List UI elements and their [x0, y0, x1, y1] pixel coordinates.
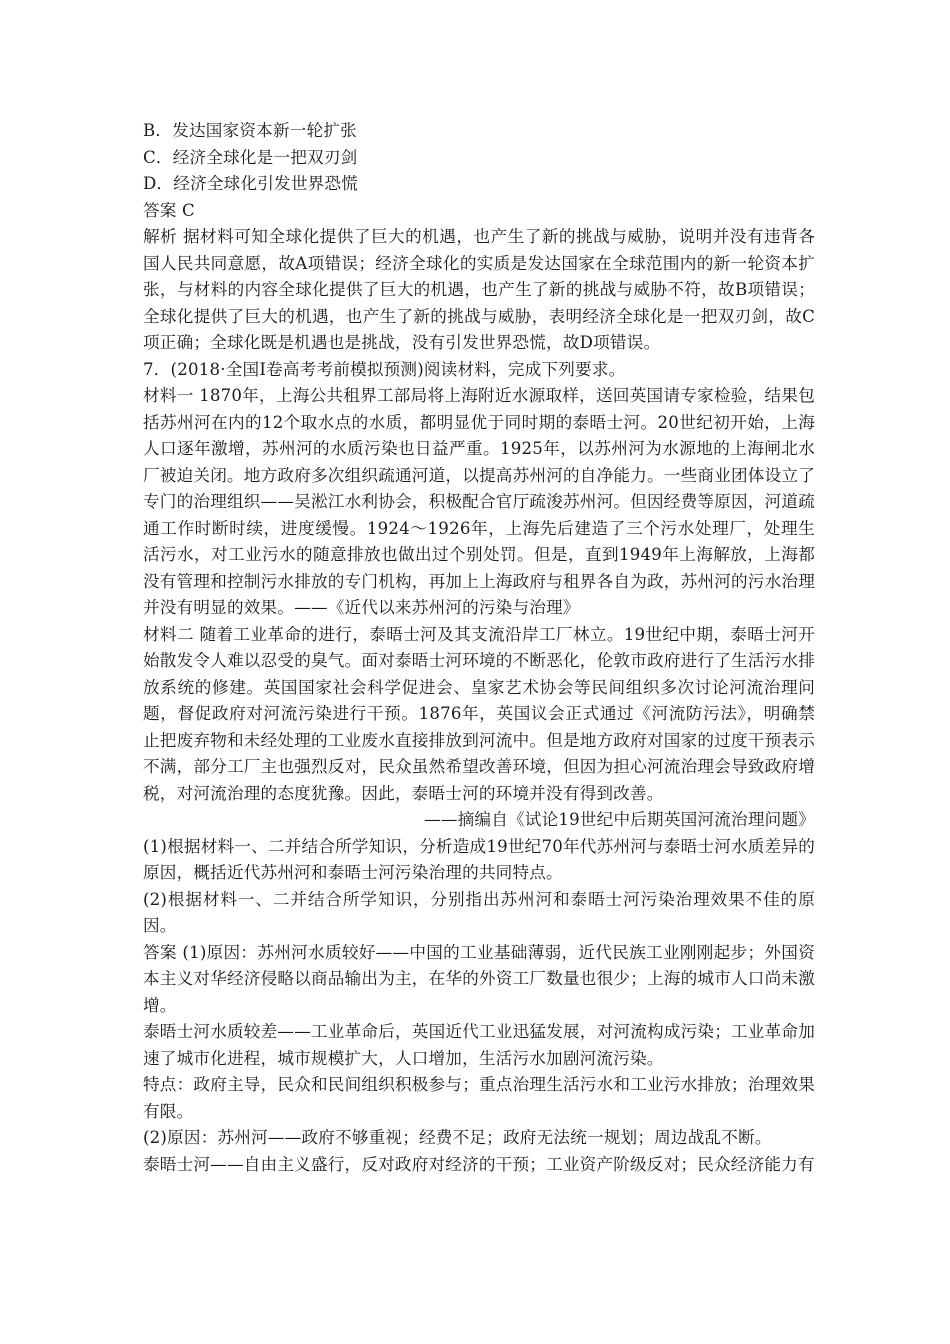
answer-1-features: 特点：政府主导，民众和民间组织积极参与；重点治理生活污水和工业污水排放；治理效果有限。: [143, 1075, 815, 1121]
answer-2-suzhou: (2)原因：苏州河——政府不够重视；经费不足；政府无法统一规划；周边战乱不断。: [143, 1128, 772, 1147]
option-d: D．经济全球化引发世界恐慌: [143, 174, 359, 193]
answer-1-suzhou: 答案 (1)原因：苏州河水质较好——中国的工业基础薄弱，近代民族工业刚刚起步；外国资本主义对华经济侵略以商品输出为主，在华的外资工厂数量也很少；上海的城市人口尚未激增。: [143, 942, 815, 1015]
q6-analysis: 解析 据材料可知全球化提供了巨大的机遇，也产生了新的挑战与威胁，说明并没有违背各国人民共同意愿，故A项错误；经济全球化的实质是发达国家在全球范围内的新一轮资本扩张，与材料的内容全球化提供了巨大的机遇，也产生了新的挑战与威胁不符，故B项错误；全球化提供了巨大的机遇，也产生了新的挑战与威胁，表明经济全球化是一把双刃剑，故C项正确；全球化既是机遇也是挑战，没有引发世界恐慌，故D项错误。: [143, 227, 815, 352]
material-1: 材料一 1870年，上海公共租界工部局将上海附近水源取样，送回英国请专家检验，结果包括苏州河在内的12个取水点的水质，都明显优于同时期的泰晤士河。20世纪初开始，上海人口逐年激增，苏州河的水质污染也日益严重。1925年，以苏州河为水源地的上海闸北水厂被迫关闭。地方政府多次组织疏通河道，以提高苏州河的自净能力。一些商业团体设立了专门的治理组织——吴淞江水利协会，积极配合官厅疏浚苏州河。但因经费等原因，河道疏通工作时断时续，进度缓慢。1924～1926年，上海先后建造了三个污水处理厂，处理生活污水，对工业污水的随意排放也做出过个别处罚。但是，直到1949年上海解放，上海都没有管理和控制污水排放的专门机构，再加上上海政府与租界各自为政，苏州河的污水治理并没有明显的效果。——《近代以来苏州河的污染与治理》: [143, 386, 815, 617]
question-1: (1)根据材料一、二并结合所学知识，分析造成19世纪70年代苏州河与泰晤士河水质差异的原因，概括近代苏州河和泰晤士河污染治理的共同特点。: [143, 836, 815, 882]
material-2-source: ——摘编自《试论19世纪中后期英国河流治理问题》: [424, 810, 815, 829]
material-2: 材料二 随着工业革命的进行，泰晤士河及其支流沿岸工厂林立。19世纪中期，泰晤士河开始散发令人难以忍受的臭气。面对泰晤士河环境的不断恶化，伦敦市政府进行了生活污水排放系统的修建。英国国家社会科学促进会、皇家艺术协会等民间组织多次讨论河流治理问题，督促政府对河流污染进行干预。1876年，英国议会正式通过《河流防污法》，明确禁止把废弃物和未经处理的工业废水直接排放到河流中。但是地方政府对国家的过度干预表示不满，部分工厂主也强烈反对，民众虽然希望改善环境，但因为担心河流治理会导致政府增税，对河流治理的态度犹豫。因此，泰晤士河的环境并没有得到改善。: [143, 624, 815, 803]
q7-title: 7．(2018·全国Ⅰ卷高考考前模拟预测)阅读材料，完成下列要求。: [143, 359, 626, 379]
question-2: (2)根据材料一、二并结合所学知识，分别指出苏州河和泰晤士河污染治理效果不佳的原因。: [143, 889, 815, 935]
page-content: [143, 118, 815, 1178]
answer-1-thames: 泰晤士河水质较差——工业革命后，英国近代工业迅猛发展，对河流构成污染；工业革命加速了城市化进程，城市规模扩大，人口增加，生活污水加剧河流污染。: [143, 1022, 815, 1068]
q6-answer: 答案 C: [143, 200, 195, 220]
option-b: B．发达国家资本新一轮扩张: [143, 121, 357, 140]
option-c: C．经济全球化是一把双刃剑: [143, 147, 358, 167]
answer-2-thames: 泰晤士河——自由主义盛行，反对政府对经济的干预；工业资产阶级反对；民众经济能力有: [143, 1154, 815, 1174]
